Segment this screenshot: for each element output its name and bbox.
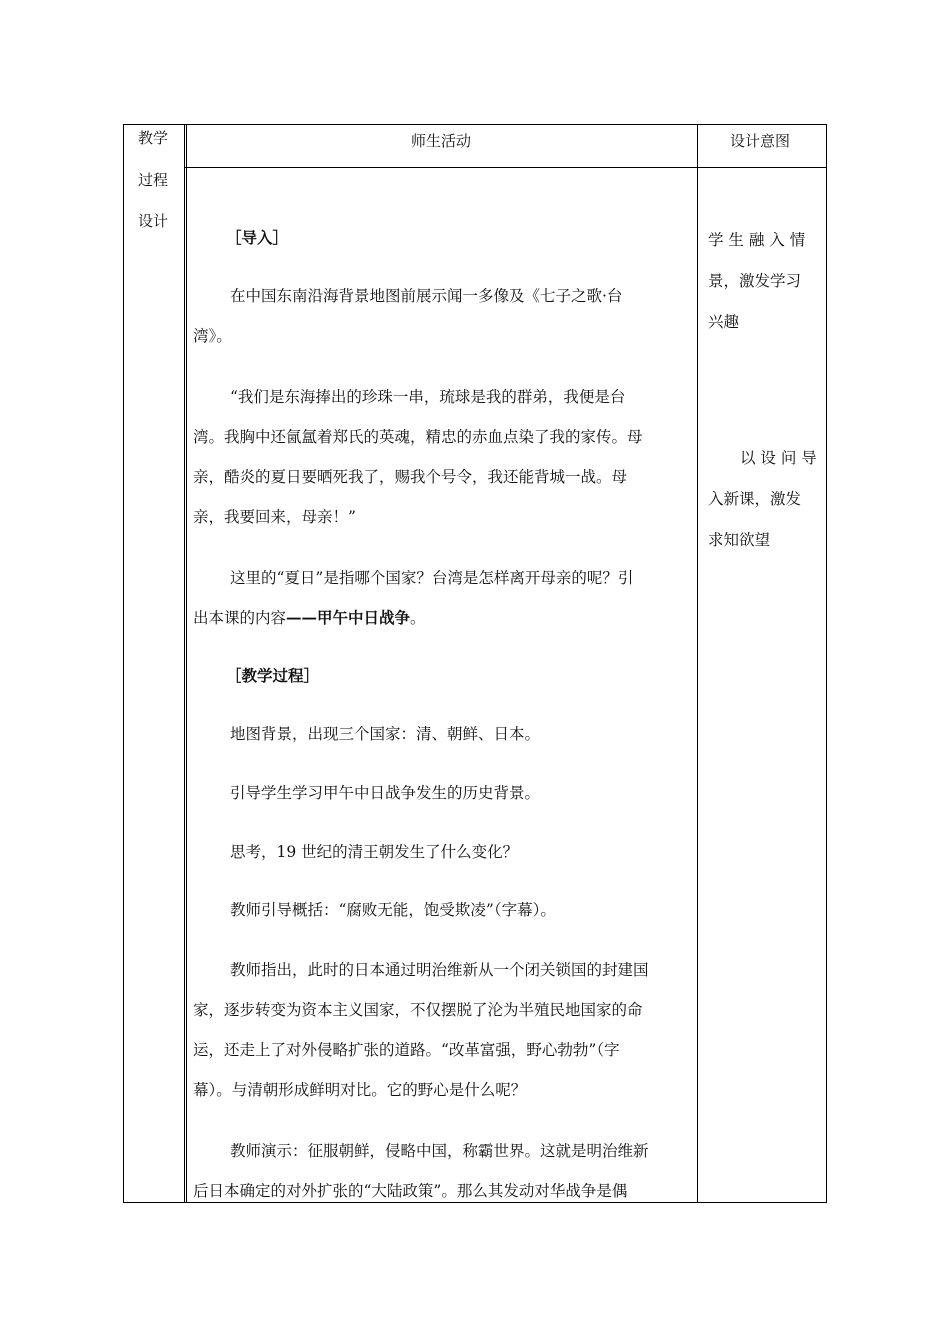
- para-2-line-4: 亲，我要回来，母亲！”: [193, 508, 356, 526]
- para-7: 教师引导概括：“腐败无能，饱受欺凌”（字幕）。: [230, 901, 556, 919]
- para-5: 引导学生学习甲午中日战争发生的历史背景。: [230, 784, 541, 802]
- table-border-left: [123, 124, 124, 1203]
- intent-2-line-2: 入新课，激发: [708, 490, 802, 508]
- para-8-line-4: 幕）。与清朝形成鲜明对比。它的野心是什么呢？: [193, 1081, 527, 1099]
- col2-header: 师生活动: [411, 132, 472, 150]
- table-col-divider-1b: [186, 124, 187, 1203]
- col3-header: 设计意图: [730, 132, 791, 150]
- para-9-line-2: 后日本确定的对外扩张的“大陆政策”。那么其发动对华战争是偶: [193, 1182, 628, 1200]
- para-2-line-1: “我们是东海捧出的珍珠一串，琉球是我的群弟，我便是台: [230, 388, 626, 406]
- intent-1-line-3: 兴趣: [708, 313, 740, 331]
- col1-header-line-3: 设计: [138, 212, 169, 230]
- intent-1-line-1: 学 生 融 入 情: [708, 231, 806, 249]
- table-col-divider-1: [184, 124, 185, 1203]
- intent-2-line-3: 求知欲望: [708, 531, 771, 549]
- para-4: 地图背景，出现三个国家：清、朝鲜、日本。: [230, 725, 541, 743]
- para-1-line-2: 湾》。: [193, 327, 232, 345]
- intent-1-line-2: 景，激发学习: [708, 272, 802, 290]
- para-8-line-3: 运，还走上了对外侵略扩张的道路。“改革富强，野心勃勃”（字: [193, 1041, 620, 1059]
- col1-header-line-2: 过程: [138, 171, 169, 189]
- para-9-line-1: 教师演示：征服朝鲜，侵略中国，称霸世界。这就是明治维新: [230, 1142, 649, 1160]
- intent-2-line-1: 以 设 问 导: [740, 449, 817, 467]
- process-heading: ［教学过程］: [226, 666, 320, 685]
- table-border-right: [826, 124, 827, 1203]
- para-3-suffix: 。: [410, 609, 426, 627]
- para-3-prefix: 出本课的内容: [193, 609, 287, 627]
- para-6: 思考，19 世纪的清王朝发生了什么变化？: [230, 843, 519, 861]
- col1-header-line-1: 教学: [138, 129, 169, 147]
- table-border-bottom: [123, 1202, 827, 1203]
- para-8-line-2: 家，逐步转变为资本主义国家，不仅摆脱了沦为半殖民地国家的命: [193, 1001, 643, 1019]
- table-header-divider: [184, 167, 827, 168]
- para-2-line-3: 亲，酷炎的夏日要晒死我了，赐我个号令，我还能背城一战。母: [193, 468, 628, 486]
- para-3-line-2: [193, 608, 689, 628]
- intro-heading: ［导入］: [226, 228, 289, 247]
- para-2-line-2: 湾。我胸中还氤氲着郑氏的英魂，精忠的赤血点染了我的家传。母: [193, 428, 643, 446]
- table-border-top: [123, 124, 827, 125]
- para-3-line-1: 这里的“夏日”是指哪个国家？台湾是怎样离开母亲的呢？引: [230, 569, 634, 587]
- para-8-line-1: 教师指出，此时的日本通过明治维新从一个闭关锁国的封建国: [230, 961, 649, 979]
- para-3-topic: ——甲午中日战争: [286, 608, 411, 627]
- para-1-line-1: 在中国东南沿海背景地图前展示闻一多像及《七子之歌·台: [230, 287, 623, 305]
